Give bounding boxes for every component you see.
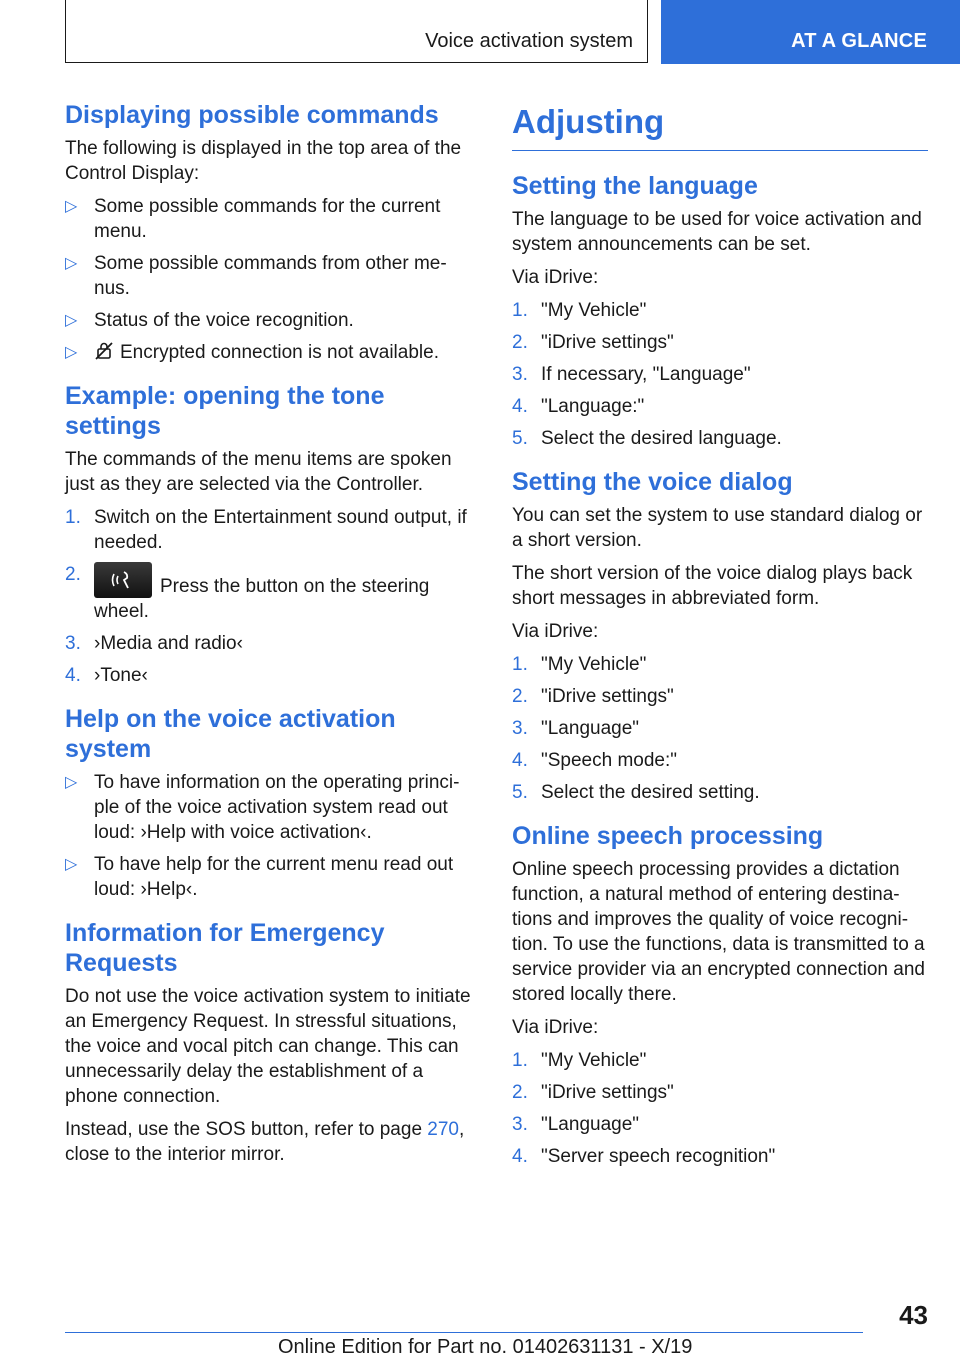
- list-item: ▷ Encrypted connection is not available.: [65, 342, 439, 363]
- list-item: 2. "iDrive settings": [512, 332, 674, 353]
- heading-voice-dialog: Setting the voice dialog: [512, 468, 793, 496]
- paragraph: You can set the system to use standard dialog or a short version.: [512, 505, 923, 551]
- paragraph: Instead, use the SOS button, refer to page 270, close to the interior mirror.: [65, 1119, 465, 1165]
- paragraph: The commands of the menu items are spoken just as they are selected via the Controller.: [65, 449, 452, 495]
- list-item: 1. "My Vehicle": [512, 1050, 647, 1071]
- triangle-bullet-icon: ▷: [65, 312, 78, 329]
- list-item: 1. "My Vehicle": [512, 300, 647, 321]
- paragraph: Do not use the voice activation system to initiate an Emergency Request. In stressful situations, the voice and vocal pitch can change. This can unnecessarily delay the establishment of a phone connection.: [65, 986, 471, 1107]
- list-item: 5. Select the desired language.: [512, 428, 782, 449]
- paragraph: Via iDrive:: [512, 267, 599, 288]
- step-list: [512, 1048, 928, 1169]
- chapter-tab[interactable]: [661, 0, 960, 64]
- heading-displaying-commands: Displaying possible commands: [65, 101, 439, 129]
- list-item: 2. "iDrive settings": [512, 686, 674, 707]
- triangle-bullet-icon: ▷: [65, 198, 78, 215]
- list-item: ▷ Some possible commands from other me‐nus.: [65, 253, 447, 299]
- page-number: 43: [899, 1300, 928, 1330]
- heading-online-speech: Online speech processing: [512, 822, 824, 850]
- list-item: 4. ›Tone‹: [65, 665, 148, 686]
- list-item: ▷ To have help for the current menu read out loud: ›Help‹.: [65, 854, 454, 900]
- page-link[interactable]: 270: [427, 1119, 459, 1140]
- list-item: ▷ Status of the voice recognition.: [65, 310, 354, 331]
- left-column: [65, 100, 477, 1183]
- section-emergency: [65, 918, 477, 1167]
- section-help: [65, 704, 477, 902]
- triangle-bullet-icon: ▷: [65, 344, 78, 361]
- right-column: [512, 100, 928, 1185]
- triangle-bullet-icon: ▷: [65, 255, 78, 272]
- section-voice-dialog: [512, 467, 928, 805]
- list-item: 1. "My Vehicle": [512, 654, 647, 675]
- heading-emergency: Information for Emergency Requests: [65, 919, 385, 977]
- list-item: 5. Select the desired setting.: [512, 782, 760, 803]
- paragraph: The language to be used for voice activation and system announcements can be set.: [512, 209, 922, 255]
- section-title: Voice activation system: [425, 30, 633, 52]
- step-list: [512, 298, 928, 451]
- section-language: [512, 171, 928, 451]
- bullet-list: [65, 194, 477, 365]
- list-item: 4. "Server speech recognition": [512, 1146, 776, 1167]
- paragraph: Via iDrive:: [512, 621, 599, 642]
- list-item: 3. "Language": [512, 718, 640, 739]
- triangle-bullet-icon: ▷: [65, 856, 78, 873]
- list-item: 3. ›Media and radio‹: [65, 633, 243, 654]
- paragraph: The short version of the voice dialog plays back short messages in abbreviated form.: [512, 563, 913, 609]
- triangle-bullet-icon: ▷: [65, 774, 78, 791]
- list-item: 2. Press the button on the steering wheel.: [65, 564, 430, 622]
- paragraph: Online speech processing provides a dictation function, a natural method of entering destina‐tions and improves the quality of voice recogni‐tion. To use the functions, data is transmitted to a service provider via an encrypted connection and stored locally there.: [512, 859, 925, 1005]
- step-list: [512, 652, 928, 805]
- footer-divider: [65, 1332, 863, 1333]
- no-encryption-icon: [94, 341, 114, 361]
- list-item: 3. If necessary, "Language": [512, 364, 751, 385]
- running-header: [65, 0, 648, 63]
- list-item: 3. "Language": [512, 1114, 640, 1135]
- chapter-title: AT A GLANCE: [791, 30, 927, 52]
- paragraph: Via iDrive:: [512, 1017, 599, 1038]
- list-item: 1. Switch on the Entertainment sound output, if needed.: [65, 507, 467, 553]
- section-tone-example: [65, 381, 477, 688]
- list-item: ▷ To have information on the operating princi‐ple of the voice activation system read out loud: ›Help with voice activation‹.: [65, 772, 460, 843]
- heading-tone-example: Example: opening the tone settings: [65, 382, 385, 440]
- section-online-speech: [512, 821, 928, 1169]
- heading-language: Setting the language: [512, 172, 758, 200]
- paragraph: The following is displayed in the top area of the Control Display:: [65, 138, 462, 184]
- list-item: ▷ Some possible commands for the current menu.: [65, 196, 441, 242]
- step-list: [65, 505, 477, 688]
- page-title: Adjusting: [512, 100, 928, 151]
- edition-text: Online Edition for Part no. 01402631131 - X/19: [278, 1336, 693, 1358]
- list-item: 4. "Language:": [512, 396, 645, 417]
- section-displaying-commands: [65, 100, 477, 365]
- list-item: 4. "Speech mode:": [512, 750, 678, 771]
- bullet-list: [65, 770, 477, 902]
- voice-button-icon: [94, 562, 152, 598]
- heading-help: Help on the voice activation system: [65, 705, 396, 763]
- list-item: 2. "iDrive settings": [512, 1082, 674, 1103]
